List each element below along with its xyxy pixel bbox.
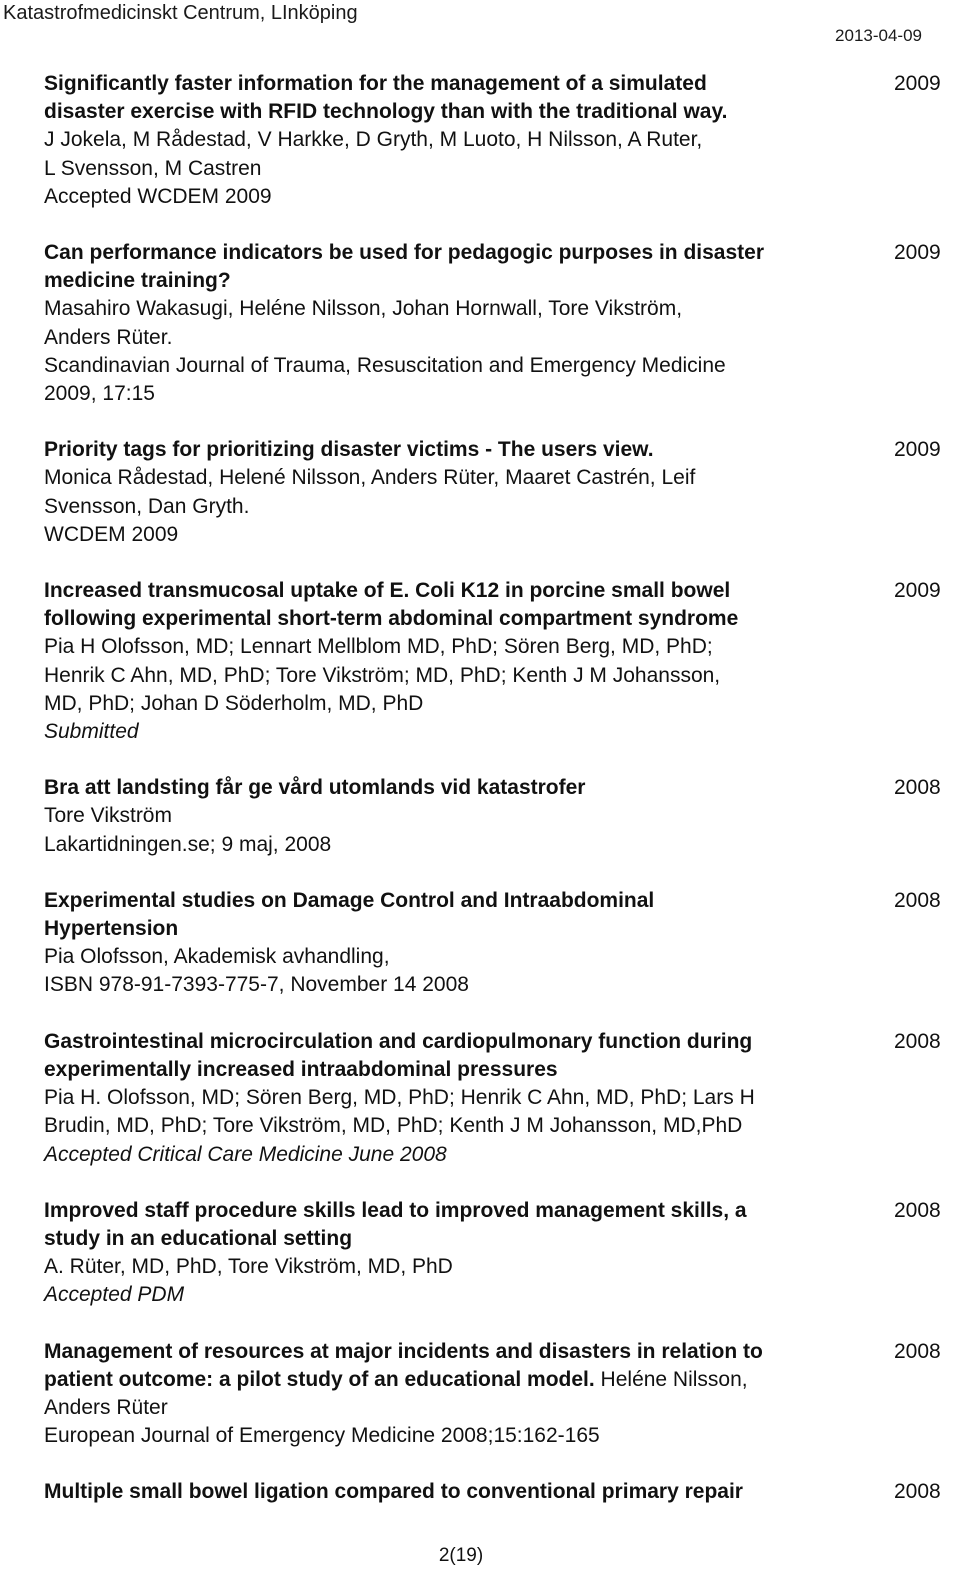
line-tail-text: Heléne Nilsson, — [594, 1367, 748, 1391]
publication-title-line — [44, 915, 890, 943]
publication-text — [44, 1028, 890, 1169]
publication-text — [44, 1197, 890, 1310]
publication-text — [44, 1338, 890, 1451]
publication-detail-line — [44, 1422, 890, 1450]
publication-detail-line — [44, 802, 890, 830]
publication-text — [44, 239, 890, 408]
line-text: Priority tags for prioritizing disaster victims - The users view. — [44, 438, 654, 462]
publication-year: 2008 — [894, 1339, 941, 1363]
publication-year: 2008 — [894, 1029, 941, 1053]
publication-title-line — [44, 98, 890, 126]
line-text: Brudin, MD, PhD; Tore Vikström, MD, PhD; Kenth J M Johansson, MD,PhD — [44, 1114, 743, 1138]
line-text: Accepted WCDEM 2009 — [44, 184, 272, 208]
publication-title-line — [44, 1338, 890, 1366]
publication-title-line — [44, 1225, 890, 1253]
publication-detail-line — [44, 295, 890, 323]
line-text: L Svensson, M Castren — [44, 156, 262, 180]
publication-status-line — [44, 1281, 890, 1309]
line-text: Pia H Olofsson, MD; Lennart Mellblom MD, PhD; Sören Berg, MD, PhD; — [44, 635, 713, 659]
line-text: Pia H. Olofsson, MD; Sören Berg, MD, PhD; Henrik C Ahn, MD, PhD; Lars H — [44, 1086, 755, 1110]
line-text: Accepted Critical Care Medicine June 2008 — [44, 1142, 447, 1166]
publication-detail-line — [44, 1084, 890, 1112]
publication-detail-line — [44, 831, 890, 859]
line-text: Scandinavian Journal of Trauma, Resuscitation and Emergency Medicine — [44, 353, 726, 377]
line-text: ISBN 978-91-7393-775-7, November 14 2008 — [44, 973, 469, 997]
publication-title-line — [44, 1478, 890, 1506]
line-text: A. Rüter, MD, PhD, Tore Vikström, MD, PhD — [44, 1255, 453, 1279]
publication-detail-line — [44, 971, 890, 999]
line-text: European Journal of Emergency Medicine 2008;15:162-165 — [44, 1424, 600, 1448]
publication-detail-line — [44, 633, 890, 661]
publication-entry — [44, 1338, 960, 1451]
publication-title-line — [44, 1028, 890, 1056]
header-organization: Katastrofmedicinskt Centrum, LInköping — [3, 2, 358, 24]
publication-entry — [44, 887, 960, 1000]
line-text: Anders Rüter. — [44, 325, 173, 349]
publication-title-line — [44, 1056, 890, 1084]
line-text: Masahiro Wakasugi, Heléne Nilsson, Johan Hornwall, Tore Vikström, — [44, 297, 683, 321]
publication-year: 2008 — [894, 888, 941, 912]
publication-title-line — [44, 1366, 890, 1394]
publication-title-line — [44, 774, 890, 802]
publication-detail-line — [44, 126, 890, 154]
line-text: Accepted PDM — [44, 1283, 185, 1307]
publication-detail-line — [44, 1112, 890, 1140]
publication-entry — [44, 1028, 960, 1169]
line-text: study in an educational setting — [44, 1226, 353, 1250]
publication-title-line — [44, 887, 890, 915]
line-text: Gastrointestinal microcirculation and cardiopulmonary function during — [44, 1029, 753, 1053]
publication-text — [44, 887, 890, 1000]
publication-detail-line — [44, 521, 890, 549]
publication-status-line — [44, 718, 890, 746]
line-text: Bra att landsting får ge vård utomlands vid katastrofer — [44, 776, 586, 800]
publication-year: 2009 — [894, 579, 941, 603]
publication-entry — [44, 70, 960, 211]
publication-title-line — [44, 605, 890, 633]
line-text: patient outcome: a pilot study of an educational model. — [44, 1367, 595, 1391]
line-text: medicine training? — [44, 269, 231, 293]
line-text: following experimental short-term abdominal compartment syndrome — [44, 607, 739, 631]
publication-title-line — [44, 1197, 890, 1225]
line-text: Management of resources at major incidents and disasters in relation to — [44, 1339, 763, 1363]
line-text: Tore Vikström — [44, 804, 172, 828]
publication-detail-line — [44, 690, 890, 718]
publication-detail-line — [44, 183, 890, 211]
line-text: Henrik C Ahn, MD, PhD; Tore Vikström; MD, PhD; Kenth J M Johansson, — [44, 663, 721, 687]
line-text: Increased transmucosal uptake of E. Coli K12 in porcine small bowel — [44, 579, 731, 603]
publication-year: 2008 — [894, 1480, 941, 1504]
publication-detail-line — [44, 352, 890, 380]
line-text: Multiple small bowel ligation compared to conventional primary repair — [44, 1480, 743, 1504]
publication-detail-line — [44, 155, 890, 183]
line-text: disaster exercise with RFID technology than with the traditional way. — [44, 100, 728, 124]
publication-detail-line — [44, 464, 890, 492]
publication-entry — [44, 436, 960, 549]
line-text: Lakartidningen.se; 9 maj, 2008 — [44, 832, 332, 856]
line-text: Significantly faster information for the management of a simulated — [44, 72, 707, 95]
line-text: Monica Rådestad, Helené Nilsson, Anders Rüter, Maaret Castrén, Leif — [44, 466, 696, 490]
publication-title-line — [44, 267, 890, 295]
publication-entry — [44, 239, 960, 408]
publication-title-line — [44, 70, 890, 98]
line-text: experimentally increased intraabdominal pressures — [44, 1057, 558, 1081]
publication-list — [44, 70, 960, 1535]
publication-entry — [44, 774, 960, 859]
publication-text — [44, 1478, 890, 1506]
publication-status-line — [44, 1141, 890, 1169]
publication-entry — [44, 1197, 960, 1310]
line-text: Improved staff procedure skills lead to improved management skills, a — [44, 1198, 747, 1222]
publication-entry — [44, 1478, 960, 1506]
publication-title-line — [44, 436, 890, 464]
publication-detail-line — [44, 493, 890, 521]
publication-year: 2009 — [894, 72, 941, 95]
line-text: MD, PhD; Johan D Söderholm, MD, PhD — [44, 691, 424, 715]
publication-text — [44, 577, 890, 746]
line-text: WCDEM 2009 — [44, 522, 179, 546]
line-text: Pia Olofsson, Akademisk avhandling, — [44, 945, 390, 969]
publication-detail-line — [44, 1253, 890, 1281]
publication-entry — [44, 577, 960, 746]
publication-year: 2008 — [894, 776, 941, 800]
publication-text — [44, 436, 890, 549]
page-number: 2(19) — [438, 1545, 484, 1566]
line-text: Anders Rüter — [44, 1395, 168, 1419]
line-text: Can performance indicators be used for pedagogic purposes in disaster — [44, 241, 764, 265]
header-date: 2013-04-09 — [835, 26, 922, 45]
publication-title-line — [44, 577, 890, 605]
publication-detail-line — [44, 324, 890, 352]
publication-year: 2009 — [894, 438, 941, 462]
publication-detail-line — [44, 662, 890, 690]
publication-year: 2009 — [894, 241, 941, 265]
publication-detail-line — [44, 1394, 890, 1422]
publication-year: 2008 — [894, 1198, 941, 1222]
publication-title-line — [44, 239, 890, 267]
line-text: 2009, 17:15 — [44, 382, 155, 406]
publication-text — [44, 774, 890, 859]
line-text: Experimental studies on Damage Control and Intraabdominal — [44, 888, 655, 912]
publication-detail-line — [44, 943, 890, 971]
line-text: Svensson, Dan Gryth. — [44, 494, 250, 518]
line-text: Submitted — [44, 720, 139, 744]
publication-text — [44, 70, 890, 211]
line-text: J Jokela, M Rådestad, V Harkke, D Gryth, M Luoto, H Nilsson, A Ruter, — [44, 128, 703, 152]
line-text: Hypertension — [44, 917, 179, 941]
publication-detail-line — [44, 380, 890, 408]
